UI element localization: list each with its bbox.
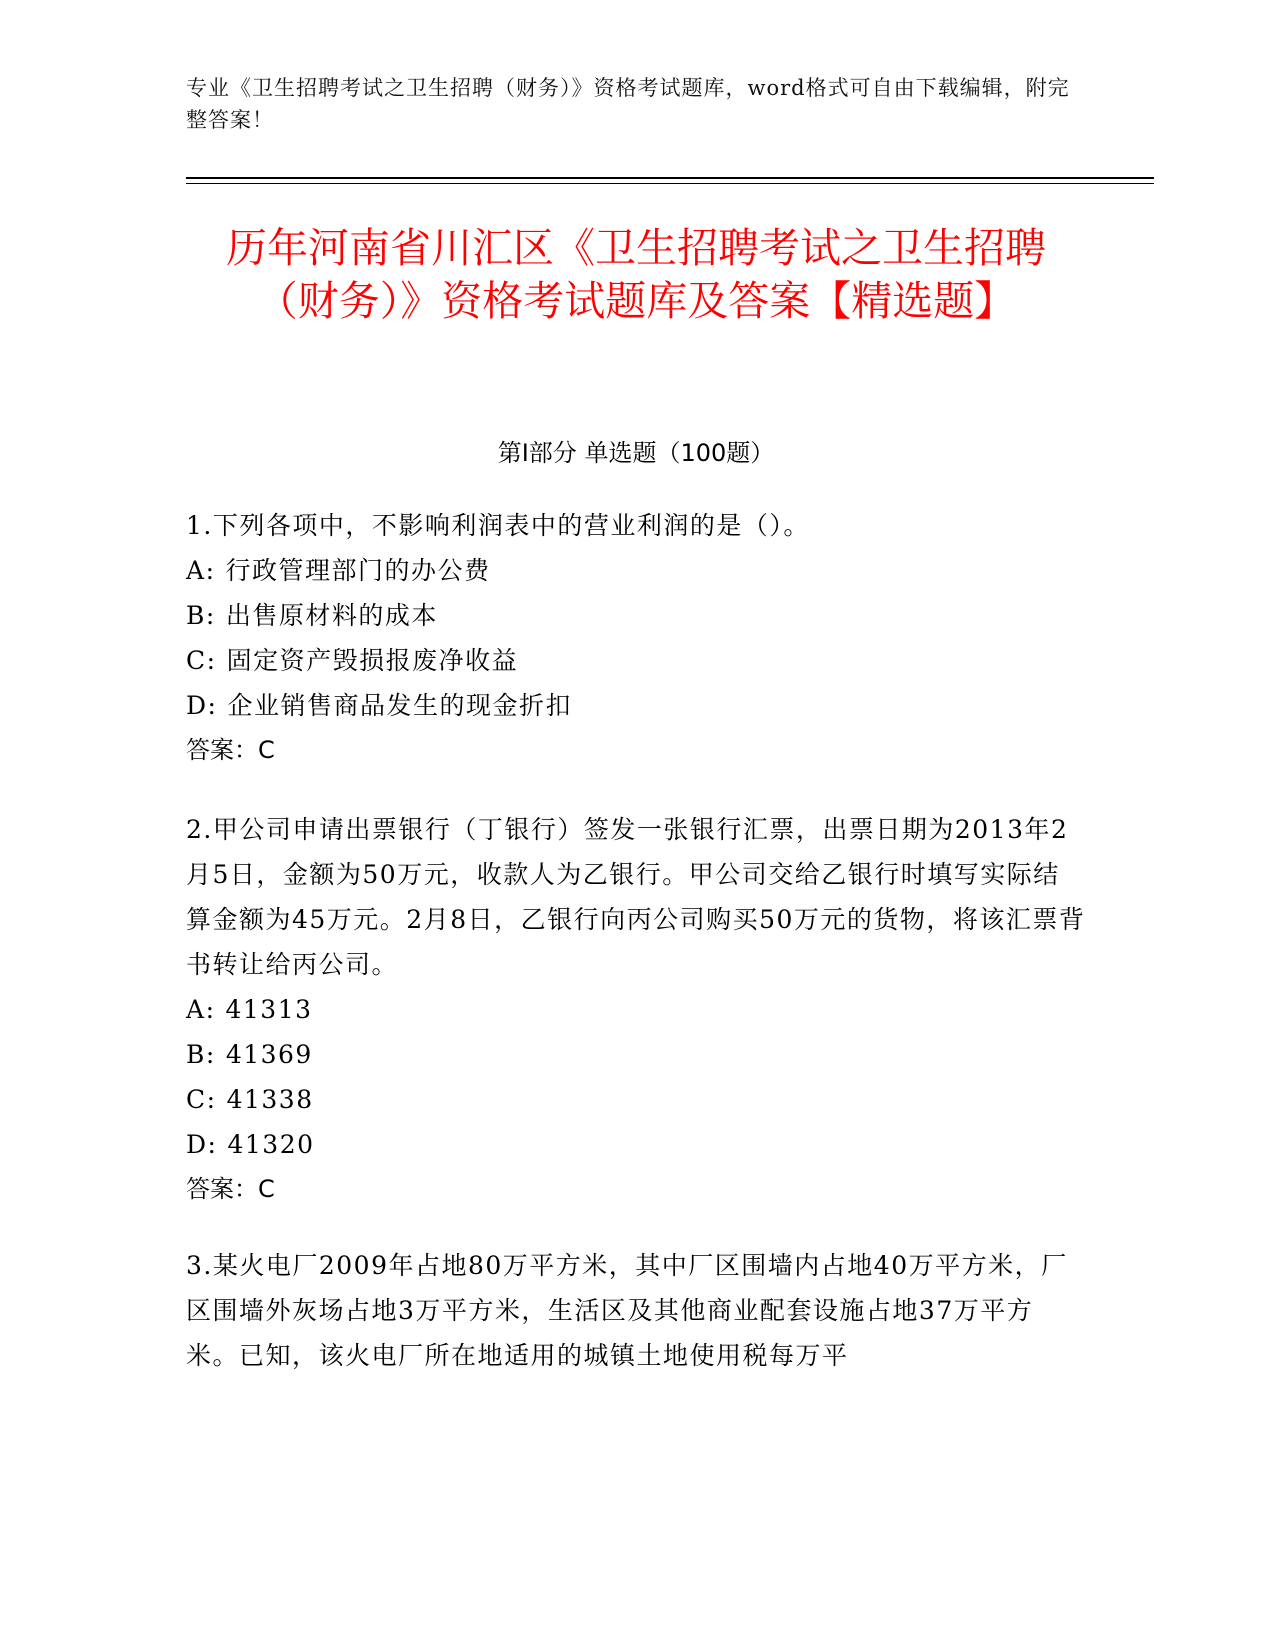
option-text: 41338 (226, 1085, 314, 1114)
option-text: 行政管理部门的办公费 (225, 556, 491, 585)
option-c: C: 固定资产毁损报废净收益 (186, 646, 519, 675)
answer: 答案：C (186, 736, 275, 764)
option-letter: A (186, 556, 206, 585)
option-text: 企业销售商品发生的现金折扣 (227, 691, 572, 720)
answer: 答案：C (186, 1175, 275, 1203)
option-c: C: 41338 (186, 1085, 314, 1114)
option-a: A: 行政管理部门的办公费 (186, 556, 491, 585)
option-letter: B (186, 1040, 206, 1069)
option-b: B: 41369 (186, 1040, 313, 1069)
question-1 (186, 503, 1086, 773)
option-letter: D (186, 691, 208, 720)
option-text: 固定资产毁损报废净收益 (226, 646, 519, 675)
question-2 (186, 807, 1086, 1212)
document-title: 历年河南省川汇区《卫生招聘考试之卫生招聘（财务）》资格考试题库及答案【精选题】 (226, 224, 1046, 325)
header-rule-thick (186, 177, 1154, 179)
option-d: D: 41320 (186, 1130, 315, 1159)
option-letter: B (186, 601, 206, 630)
header-note: 专业《卫生招聘考试之卫生招聘（财务）》资格考试题库，word格式可自由下载编辑，附完整答案！ (186, 76, 1070, 132)
option-a: A: 41313 (186, 995, 313, 1024)
option-b: B: 出售原材料的成本 (186, 601, 438, 630)
option-text: 出售原材料的成本 (225, 601, 438, 630)
question-stem: 3.某火电厂2009年占地80万平方米，其中厂区围墙内占地40万平方米，厂区围墙外灰场占地3万平方米，生活区及其他商业配套设施占地37万平方米。已知，该火电厂所在地适用的城镇土地使用税每万平 (186, 1251, 1068, 1370)
option-text: 41369 (225, 1040, 313, 1069)
option-text: 41320 (227, 1130, 315, 1159)
option-text: 41313 (225, 995, 313, 1024)
header-rule-thin (186, 183, 1154, 184)
option-d: D: 企业销售商品发生的现金折扣 (186, 691, 572, 720)
option-letter: C (186, 1085, 207, 1114)
question-stem: 2.甲公司申请出票银行（丁银行）签发一张银行汇票，出票日期为2013年2月5日，金额为50万元，收款人为乙银行。甲公司交给乙银行时填写实际结算金额为45万元。2月8日，乙银行向丙公司购买50万元的货物，将该汇票背书转让给丙公司。 (186, 815, 1086, 979)
question-stem: 1.下列各项中，不影响利润表中的营业利润的是（）。 (186, 511, 810, 540)
question-3 (186, 1243, 1086, 1378)
option-letter: C (186, 646, 207, 675)
section-heading: 第I部分 单选题（100题） (497, 439, 775, 467)
option-letter: D (186, 1130, 208, 1159)
option-letter: A (186, 995, 206, 1024)
